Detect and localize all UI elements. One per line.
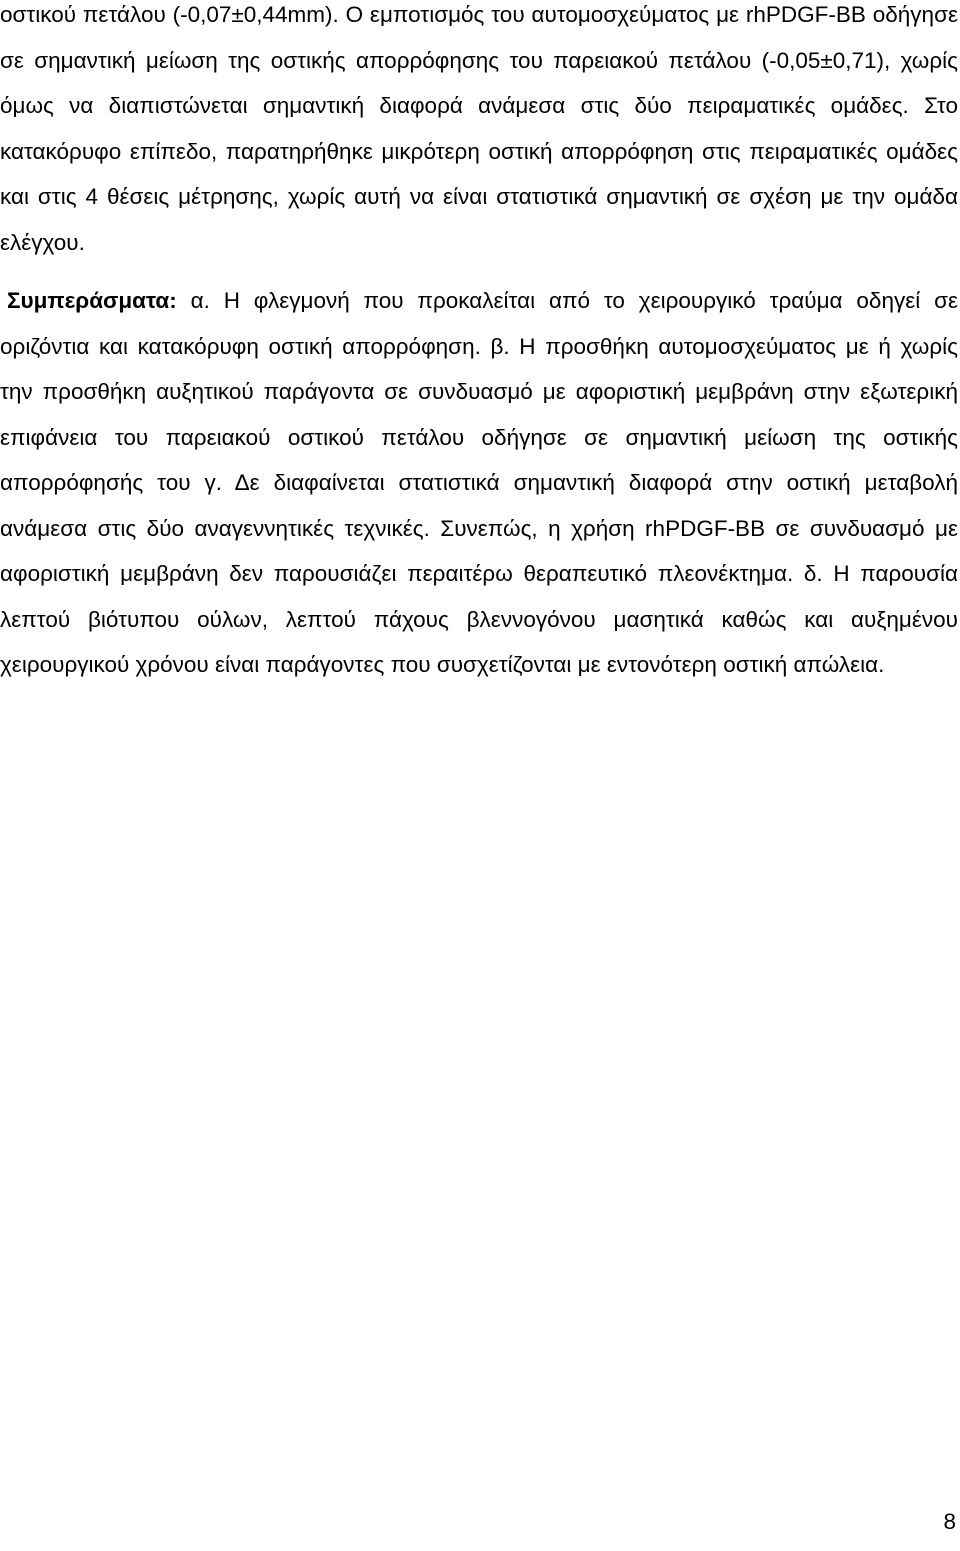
conclusions-paragraph — [0, 278, 958, 688]
page-number: 8 — [943, 1509, 956, 1534]
conclusions-heading: Συμπεράσματα: — [7, 288, 177, 313]
conclusions-text: α. Η φλεγμονή που προκαλείται από το χειρουργικό τραύμα οδηγεί σε οριζόντια και κατακόρυφη οστική απορρόφηση. β. Η προσθήκη αυτομοσχεύματος με ή χωρίς την προσθήκη αυξητικού παράγοντα σε συνδυασμό με αφοριστική μεμβράνη στην εξωτερική επιφάνεια του παρειακού οστικού πετάλου οδήγησε σε σημαντική μείωση της οστικής απορρόφησής του γ. Δε διαφαίνεται στατιστικά σημαντική διαφορά στην οστική μεταβολή ανάμεσα στις δύο αναγεννητικές τεχνικές. Συνεπώς, η χρήση rhPDGF-BB σε συνδυασμό με αφοριστική μεμβράνη δεν παρουσιάζει περαιτέρω θεραπευτικό πλεονέκτημα. δ. Η παρουσία λεπτού βιότυπου ούλων, λεπτού πάχους βλεννογόνου μασητικά καθώς και αυξημένου χειρουργικού χρόνου είναι παράγοντες που συσχετίζονται με εντονότερη οστική απώλεια. — [0, 288, 958, 677]
results-paragraph: οστικού πετάλου (-0,07±0,44mm). Ο εμποτισμός του αυτομοσχεύματος με rhPDGF-BB οδήγησε σε σημαντική μείωση της οστικής απορρόφησης του παρειακού πετάλου (-0,05±0,71), χωρίς όμως να διαπιστώνεται σημαντική διαφορά ανάμεσα στις δύο πειραματικές ομάδες. Στο κατακόρυφο επίπεδο, παρατηρήθηκε μικρότερη οστική απορρόφηση στις πειραματικές ομάδες και στις 4 θέσεις μέτρησης, χωρίς αυτή να είναι στατιστικά σημαντική σε σχέση με την ομάδα ελέγχου. — [0, 2, 958, 255]
